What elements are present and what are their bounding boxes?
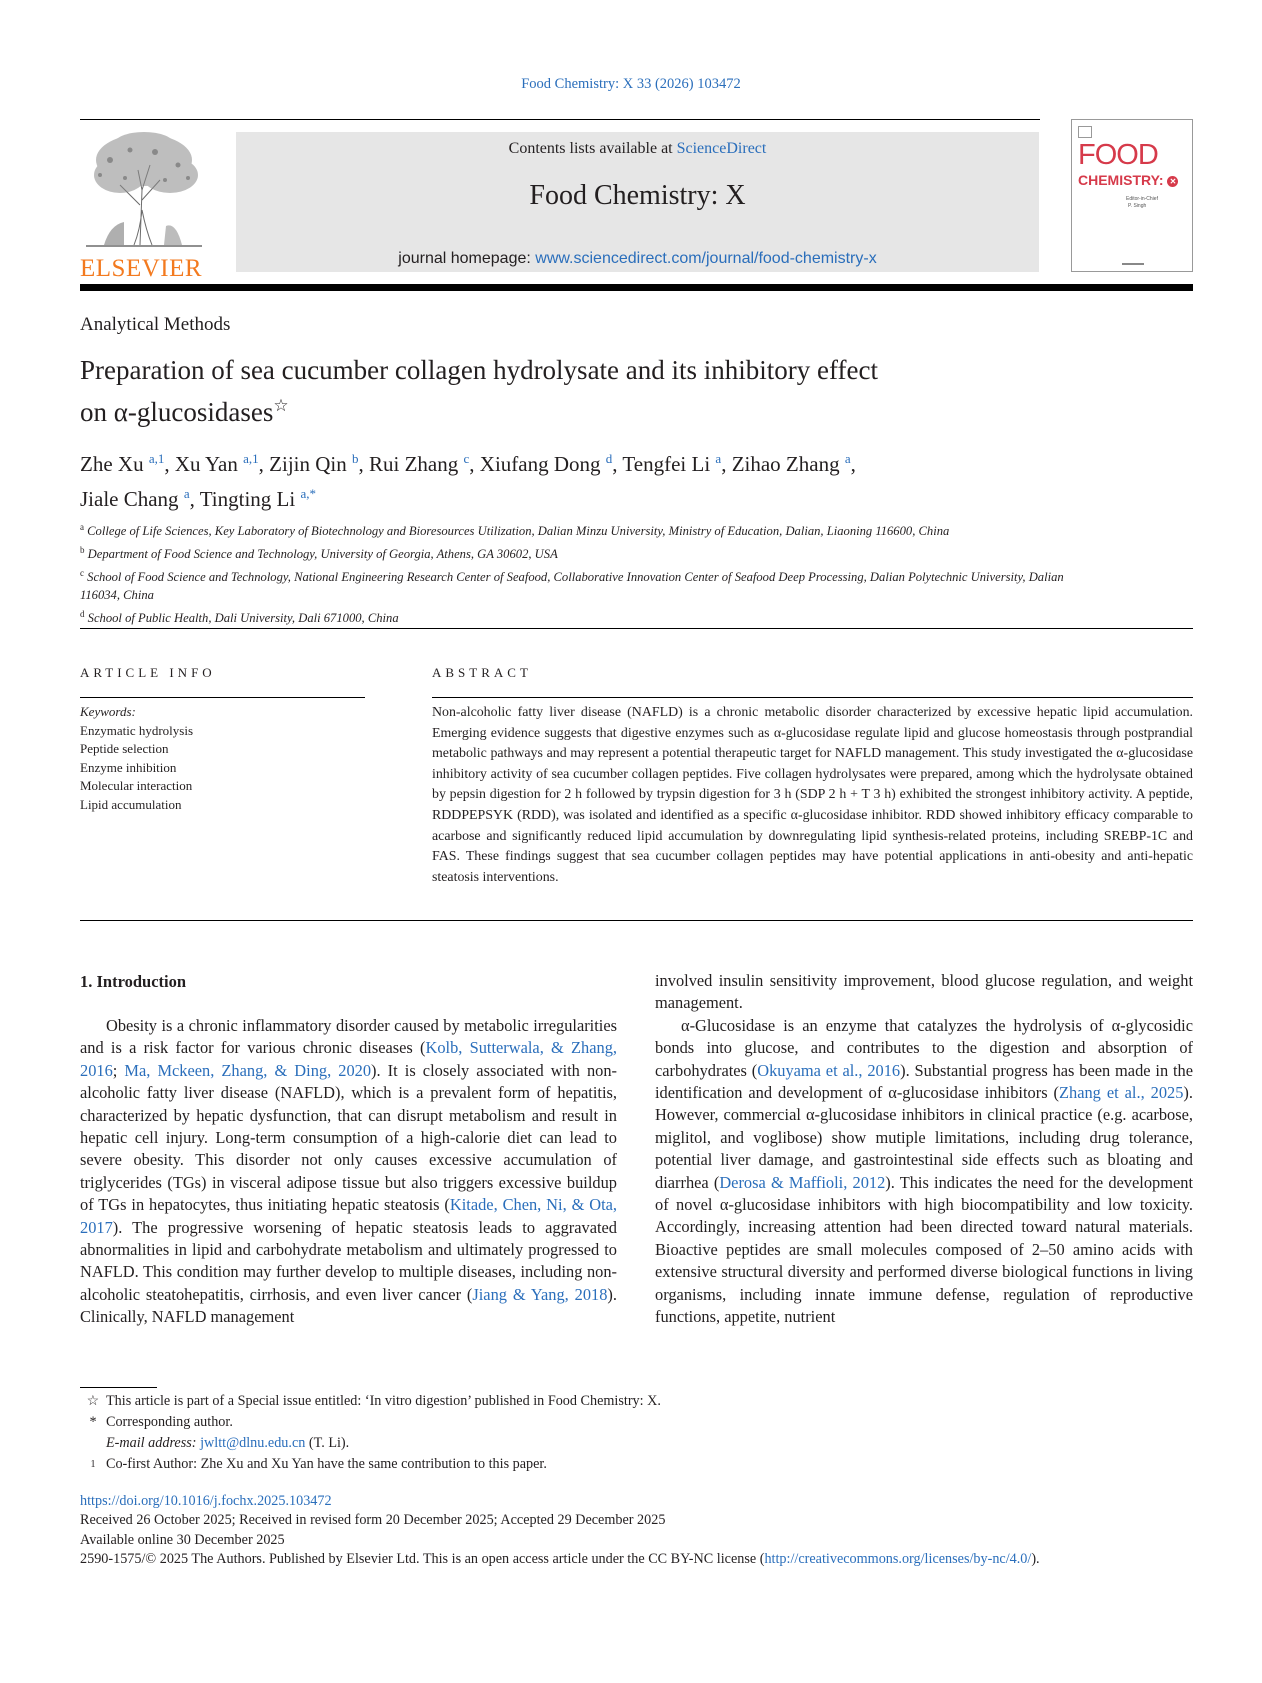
- footnote-corresponding: * Corresponding author.: [80, 1412, 1180, 1433]
- keyword-item: Enzymatic hydrolysis: [80, 722, 194, 738]
- affiliations-rule: [80, 628, 1193, 629]
- affiliation-item: $^a$ College of Life Sciences, Key Laboratory of Biotechnology and Bioresources Utilization, Dalian Minzu University, Ministry of Education, Dalian, Liaoning 116600, China: [80, 522, 950, 539]
- license-link[interactable]: http://creativecommons.org/licenses/by-nc/4.0/: [764, 1551, 1032, 1568]
- footnote-cofirst: $^1$ Co-first Author: Zhe Xu and Xu Yan have the same contribution to this paper.: [90, 1456, 547, 1472]
- introduction-heading: 1. Introduction: [80, 972, 187, 991]
- author[interactable]: Zhe Xu $^{a,1}$: [80, 451, 165, 476]
- sciencedirect-link[interactable]: ScienceDirect: [676, 140, 767, 157]
- intro-paragraph: α-Glucosidase is an enzyme that catalyzes the hydrolysis of α-glycosidic bonds into glucose, and contributes to the digestion and absorption of carbohydrates (Okuyama et al., 2016). Substantial progress has been made in the identification and development of α-glucosidase inhibitors (Zhang et al., 2025). However, commercial α-glucosidase inhibitors in clinical practice (e.g. acarbose, miglitol, and voglibose) show mutiple limitations, including drug tolerance, potential liver damage, and gastrointestinal side effects such as bloating and diarrhea (Derosa & Maffioli, 2012). This indicates the need for the development of novel α-glucosidase inhibitors with high biocompatibility and low toxicity. Accordingly, increasing attention had been directed toward natural materials. Bioactive peptides are small molecules composed of 2–50 amino acids with extensive structural diversity and performed diverse biological functions in living organisms, including innate immune defense, regulation of reproductive functions, appetite, nutrient: [655, 1015, 1194, 1327]
- author-list: Zhe Xu $^{a,1}$, Xu Yan $^{a,1}$, Zijin Qin $^b$, Rui Zhang $^c$, Xiufang Dong $^d$, Tengfei Li $^a$, Zihao Zhang $^a$, Jiale Chang $^a$, Tingting Li $^{a,*}$: [80, 451, 856, 511]
- author[interactable]: Tingting Li $^{a,*}$: [199, 486, 317, 511]
- star-icon: ☆: [86, 1393, 100, 1409]
- journal-citation[interactable]: Food Chemistry: X 33 (2026) 103472: [521, 76, 741, 92]
- intro-paragraph-continued: involved insulin sensitivity improvement, blood glucose regulation, and weight management.: [655, 971, 1193, 1013]
- doi-link[interactable]: https://doi.org/10.1016/j.fochx.2025.103472: [80, 1493, 332, 1509]
- reference-link[interactable]: Kitade, Chen, Ni, & Ota, 2017: [80, 1195, 617, 1237]
- journal-masthead: [236, 132, 1039, 272]
- homepage-line: [236, 250, 1039, 268]
- journal-cover-thumbnail[interactable]: [1071, 119, 1193, 272]
- reference-link[interactable]: Kolb, Sutterwala, & Zhang, 2016: [80, 1038, 617, 1080]
- elsevier-logo[interactable]: [80, 130, 208, 282]
- homepage-prefix: journal homepage:: [398, 250, 531, 267]
- abstract-text: Non-alcoholic fatty liver disease (NAFLD) is a chronic metabolic disorder characterized by excessive hepatic lipid accumulation. Emerging evidence suggests that digestive enzymes such as α-glucosidase regulate lipid and glucose homeostasis through postprandial metabolic pathways and may represent a potential therapeutic target for NAFLD management. This study investigated the α-glucosidase inhibitory activity of sea cucumber collagen peptides. Five collagen hydrolysates were prepared, among which the hydrolysate obtained by pepsin digestion for 2 h followed by trypsin digestion for 3 h (SDP 2 h + T 3 h) exhibited the strongest inhibitory activity. A peptide, RDDPEPSYK (RDD), was isolated and identified as a specific α-glucosidase inhibitor. RDD showed inhibitory efficacy comparable to acarbose and significantly reduced lipid accumulation by downregulating lipid synthesis-related proteins, including SREBP-1C and FAS. These findings suggest that sea cucumber collagen peptides may have potential applications in anti-obesity and anti-hepatic steatosis interventions.: [432, 705, 1193, 885]
- author[interactable]: Jiale Chang $^a$: [80, 486, 190, 511]
- article-info-rule: [80, 697, 365, 698]
- reference-link[interactable]: Ma, Mckeen, Zhang, & Ding, 2020: [124, 1060, 372, 1080]
- journal-title: Food Chemistry: X: [529, 180, 746, 211]
- author[interactable]: Xu Yan $^{a,1}$: [174, 451, 259, 476]
- reference-link[interactable]: Zhang et al., 2025: [1059, 1083, 1184, 1103]
- abstract-rule: [432, 697, 1193, 698]
- footnotes: [80, 1391, 1180, 1480]
- affiliation-item: $^d$ School of Public Health, Dali University, Dali 671000, China: [80, 608, 399, 626]
- article-info-heading: ARTICLE INFO: [80, 665, 216, 680]
- elsevier-wordmark: ELSEVIER: [80, 255, 203, 282]
- title-line1: Preparation of sea cucumber collagen hydrolysate and its inhibitory effect: [80, 355, 878, 385]
- keyword-item: Enzyme inhibition: [80, 759, 177, 775]
- reference-link[interactable]: Jiang & Yang, 2018: [472, 1284, 608, 1304]
- cover-title-line1: FOOD: [1078, 139, 1158, 171]
- contents-line: [236, 140, 1039, 158]
- affiliation-item: $^b$ Department of Food Science and Technology, University of Georgia, Athens, GA 30602, USA: [80, 544, 558, 561]
- asterisk-icon: *: [89, 1414, 97, 1430]
- footnote-special-issue: ☆ This article is part of a Special issue entitled: ‘In vitro digestion’ published in Food Chemistry: X.: [80, 1391, 1180, 1412]
- keywords-block: [80, 703, 193, 814]
- abstract-heading: ABSTRACT: [432, 665, 532, 680]
- intro-left-column: Obesity is a chronic inflammatory disorder caused by metabolic irregularities and is a risk factor for various chronic diseases (Kolb, Sutterwala, & Zhang, 2016; Ma, Mckeen, Zhang, & Ding, 2020). It is closely associated with non-alcoholic fatty liver disease (NAFLD), which is a prevalent form of hepatitis, characterized by hepatic dysfunction, that can disrupt metabolism and result in hepatic cell injury. Long-term consumption of a high-calorie diet can lead to severe obesity. This disorder not only causes excessive accumulation of triglycerides (TGs) in visceral adipose tissue but also triggers excessive buildup of TGs in hepatocytes, thus initiating hepatic steatosis (Kitade, Chen, Ni, & Ota, 2017). The progressive worsening of hepatic steatosis leads to aggravated abnormalities in lipid and carbohydrate metabolism and ultimately progressed to NAFLD. This condition may further develop to multiple diseases, including non-alcoholic steatohepatitis, cirrhosis, and even liver cancer (Jiang & Yang, 2018). Clinically, NAFLD management: [80, 1016, 617, 1327]
- author[interactable]: Xiufang Dong $^d$: [479, 451, 613, 476]
- license-statement: 2590-1575/© 2025 The Authors. Published by Elsevier Ltd. This is an open access article under the CC BY-NC license (http://creativecommons.org/licenses/by-nc/4.0/).: [80, 1551, 1040, 1568]
- author[interactable]: Rui Zhang $^c$: [369, 451, 470, 476]
- cover-mini-logo-icon: [1078, 126, 1092, 138]
- author[interactable]: Zijin Qin $^b$: [269, 451, 359, 476]
- article-title: [80, 352, 1080, 430]
- affiliation-item: $^c$ School of Food Science and Technology, National Engineering Research Center of Seafood, Collaborative Innovation Center of Seafood Deep Processing, Dalian Polytechnic University, Dalian 116034, China: [80, 567, 1064, 603]
- intro-right-column: [655, 970, 1193, 1329]
- header-thick-rule: [80, 284, 1193, 291]
- available-online: Available online 30 December 2025: [80, 1531, 285, 1548]
- abstract-end-rule: [80, 920, 1193, 921]
- email-link[interactable]: jwltt@dlnu.edu.cn: [200, 1435, 306, 1451]
- footnote-rule: [80, 1387, 157, 1388]
- reference-link[interactable]: Derosa & Maffioli, 2012: [719, 1172, 886, 1192]
- journal-homepage-link[interactable]: www.sciencedirect.com/journal/food-chemistry-x: [535, 250, 877, 267]
- author[interactable]: Zihao Zhang $^a$: [731, 451, 851, 476]
- keywords-label: Keywords:: [80, 704, 136, 719]
- reference-link[interactable]: Okuyama et al., 2016: [757, 1060, 901, 1080]
- affiliation-list: [80, 518, 1080, 628]
- keyword-item: Peptide selection: [80, 741, 169, 756]
- cover-footer-mark: [1122, 263, 1144, 265]
- title-line2: on α-glucosidases: [80, 397, 274, 427]
- article-meta: [80, 1492, 1193, 1570]
- cover-title-line2: CHEMISTRY: ✕: [1078, 172, 1178, 188]
- contents-prefix: Contents lists available at: [508, 140, 673, 157]
- keyword-item: Lipid accumulation: [80, 796, 182, 812]
- keyword-item: Molecular interaction: [80, 778, 193, 793]
- footnote-email: E-mail address: jwltt@dlnu.edu.cn (T. Li).: [106, 1435, 350, 1451]
- title-footnote-mark[interactable]: ☆: [273, 396, 289, 415]
- footnote-number: 1: [90, 1459, 96, 1470]
- elsevier-tree-icon: [80, 130, 208, 248]
- received-dates: Received 26 October 2025; Received in revised form 20 December 2025; Accepted 29 December 2025: [80, 1512, 666, 1529]
- cover-x-badge-icon: ✕: [1167, 176, 1178, 187]
- author[interactable]: Tengfei Li $^a$: [622, 451, 722, 476]
- cover-editor-name: P. Singh: [1128, 203, 1147, 209]
- section-type: Analytical Methods: [80, 314, 231, 335]
- cover-editor-label: Editor-in-Chief: [1126, 196, 1158, 202]
- header-rule: [80, 119, 1040, 120]
